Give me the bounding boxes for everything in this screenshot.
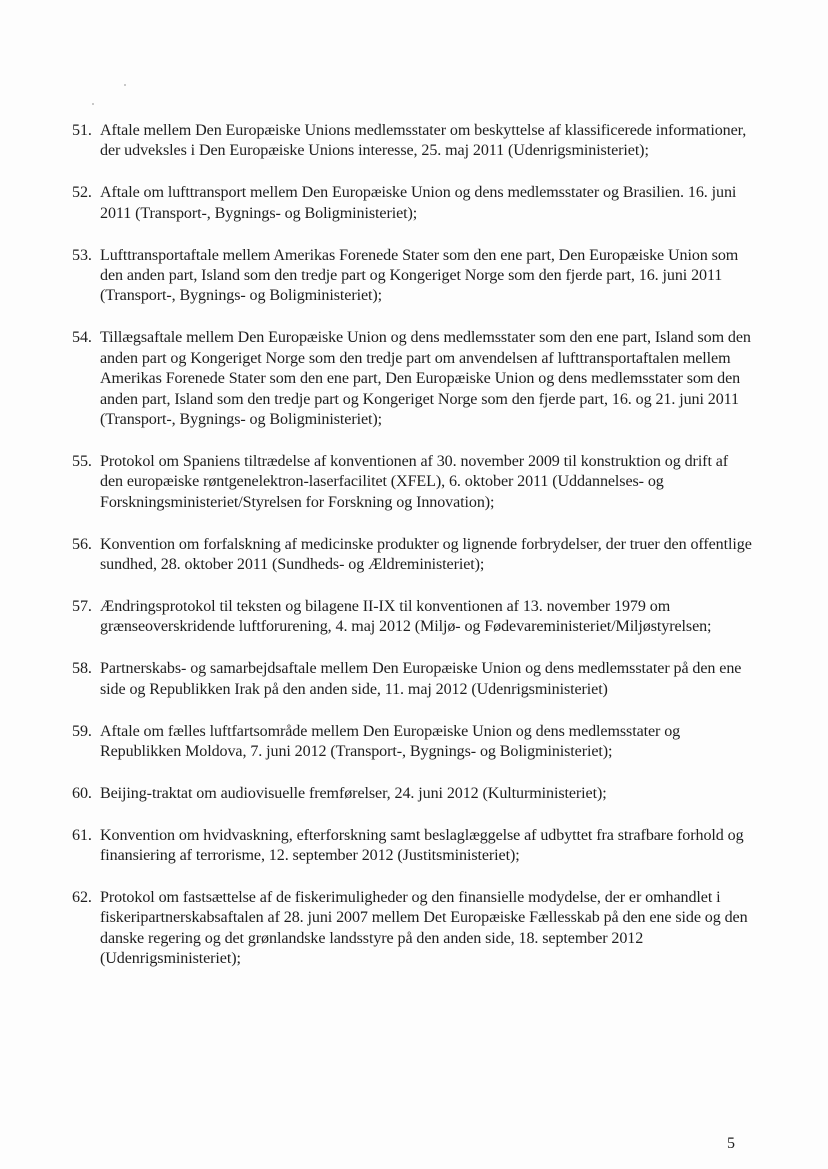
item-text: Aftale mellem Den Europæiske Unions medlemsstater om beskyttelse af klassificerede informationer, der udveksles i Den Europæiske Unions interesse, 25. maj 2011 (Udenrigsministeriet); [100, 122, 747, 160]
item-text: Ændringsprotokol til teksten og bilagene II-IX til konventionen af 13. november 1979 om grænseoverskridende luftforurening, 4. maj 2012 (Miljø- og Fødevareministeriet/Miljøstyrelsen; [100, 597, 712, 636]
item-number: 61. [72, 826, 92, 844]
list-item [72, 597, 752, 638]
item-number: 62. [72, 889, 92, 907]
scan-speck [92, 103, 94, 105]
item-text: Konvention om hvidvaskning, efterforskning samt beslaglæggelse af udbyttet fra strafbare forhold og finansiering af terrorisme, 12. september 2012 (Justitsministeriet); [100, 826, 744, 865]
item-number: 56. [72, 535, 92, 553]
list-item [72, 722, 752, 763]
item-number: 53. [72, 246, 92, 264]
treaty-list [72, 121, 752, 991]
list-item [72, 328, 752, 430]
item-text: Beijing-traktat om audiovisuelle fremførelser, 24. juni 2012 (Kulturministeriet); [100, 784, 607, 802]
page-number: 5 [727, 1135, 735, 1152]
item-number: 54. [72, 329, 92, 347]
item-number: 60. [72, 784, 92, 802]
list-item [72, 535, 752, 576]
list-item [72, 246, 752, 307]
list-item [72, 121, 752, 162]
item-number: 59. [72, 722, 92, 740]
list-item [72, 452, 752, 513]
item-text: Aftale om fælles luftfartsområde mellem Den Europæiske Union og dens medlemsstater og Republikken Moldova, 7. juni 2012 (Transport-, Bygnings- og Boligministeriet); [100, 722, 681, 760]
list-item [72, 888, 752, 970]
list-item [72, 826, 752, 867]
item-text: Aftale om lufttransport mellem Den Europæiske Union og dens medlemsstater og Brasilien. 16. juni 2011 (Transport-, Bygnings- og Boligministeriet); [100, 184, 737, 222]
item-text: Protokol om Spaniens tiltrædelse af konventionen af 30. november 2009 til konstruktion og drift af den europæiske røntgenelektron-laserfacilitet (XFEL), 6. oktober 2011 (Uddannelses- og Forskningsministeriet/Styrelsen for Forskning og Innovation); [100, 452, 729, 511]
scan-speck [124, 84, 126, 86]
item-number: 52. [72, 184, 92, 202]
item-text: Tillægsaftale mellem Den Europæiske Union og dens medlemsstater som den ene part, Island som den anden part og Kongeriget Norge som den tredje part om anvendelsen af lufttransportaftalen mellem Amerikas Forenede Stater som den ene part, Den Europæiske Union og dens medlemsstater som den anden part, Island som den tredje part og Kongeriget Norge som den fjerde part, 16. og 21. juni 2011 (Transport-, Bygnings- og Boligministeriet); [100, 329, 751, 428]
item-number: 57. [72, 597, 92, 615]
item-text: Lufttransportaftale mellem Amerikas Forenede Stater som den ene part, Den Europæiske Union som den anden part, Island som den tredje part og Kongeriget Norge som den fjerde part, 16. juni 2011 (Transport-, Bygnings- og Boligministeriet); [100, 246, 739, 305]
item-number: 51. [72, 122, 92, 139]
item-number: 58. [72, 660, 92, 678]
item-text: Partnerskabs- og samarbejdsaftale mellem Den Europæiske Union og dens medlemsstater på den ene side og Republikken Irak på den anden side, 11. maj 2012 (Udenrigsministeriet) [100, 660, 742, 698]
list-item [72, 659, 752, 700]
item-number: 55. [72, 452, 92, 470]
item-text: Konvention om forfalskning af medicinske produkter og lignende forbrydelser, der truer den offentlige sundhed, 28. oktober 2011 (Sundheds- og Ældreministeriet); [100, 535, 752, 573]
list-item [72, 784, 752, 804]
list-item [72, 183, 752, 224]
item-text: Protokol om fastsættelse af de fiskerimuligheder og den finansielle modydelse, der er omhandlet i fiskeripartnerskabsaftalen af 28. juni 2007 mellem Det Europæiske Fællesskab på den ene side og den danske regering og det grønlandske landsstyre på den anden side, 18. september 2012 (Udenrigsministeriet); [100, 889, 748, 968]
